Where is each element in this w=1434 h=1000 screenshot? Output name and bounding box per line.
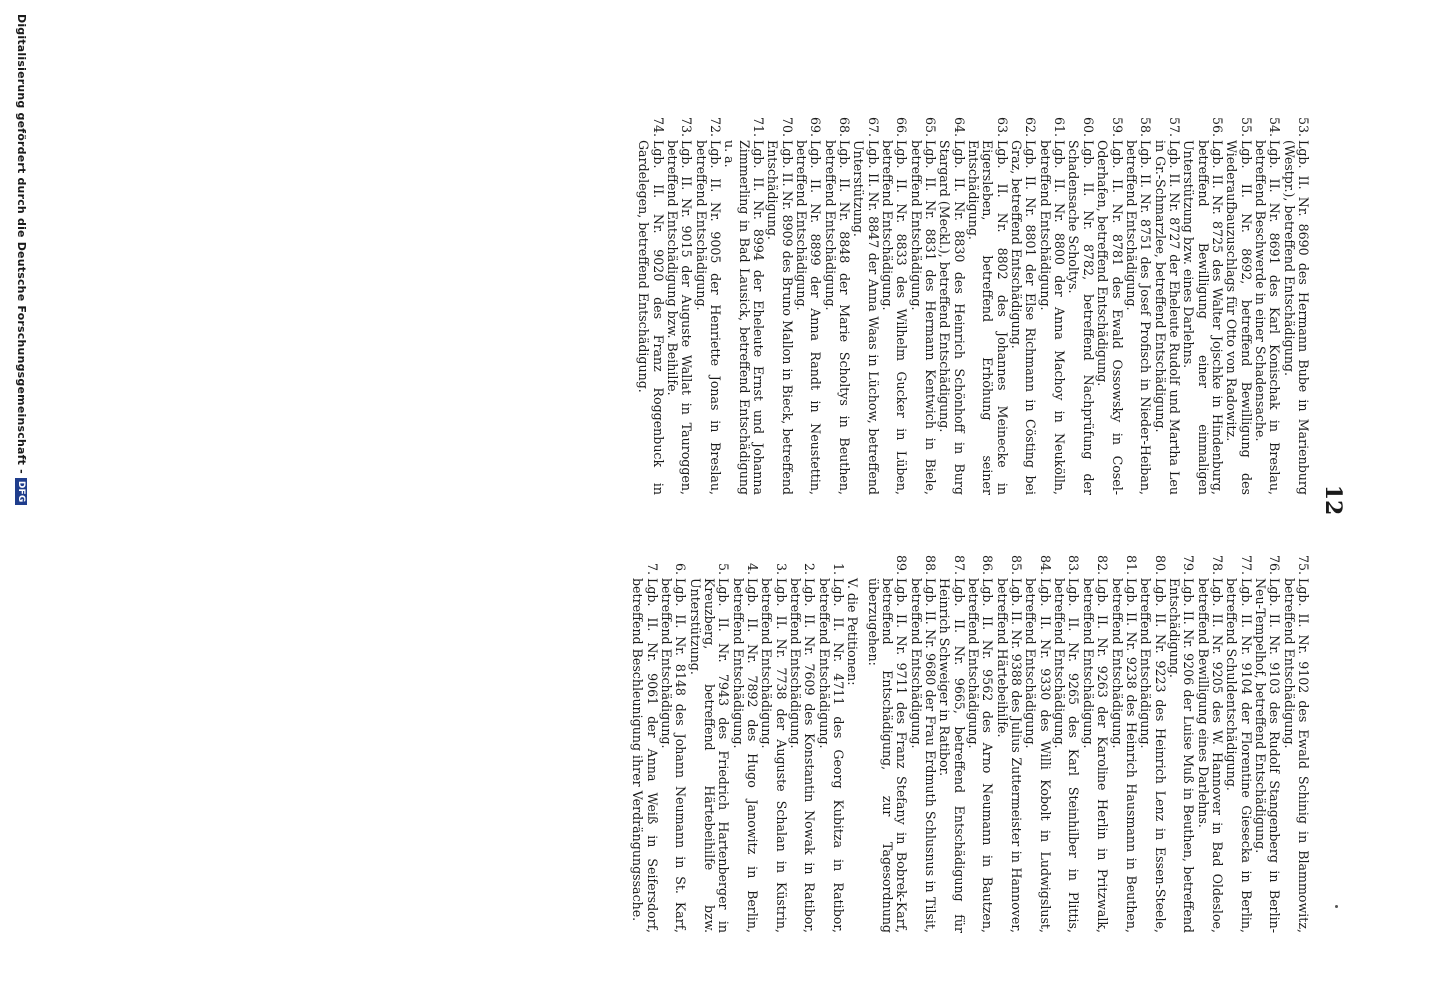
document-entry	[1253, 548, 1282, 933]
entry-number: 61.	[1052, 116, 1068, 137]
document-entry	[994, 548, 1023, 933]
entry-number: 66.	[894, 116, 910, 137]
document-entry	[908, 110, 937, 495]
entry-text: Lgb. II. Nr. 8800 der Anna Machoy in Neukölln, betreffend Entschädigung.	[1037, 140, 1068, 495]
document-entry	[851, 110, 880, 495]
entry-text: Lgb. II. Nr. 7892 des Hugo Janowitz in Berlin, betreffend Entschädigung.	[730, 578, 760, 933]
petition-entries	[630, 548, 845, 933]
entry-text: Lgb. II. Nr. 9330 des Willi Kobolt in Ludwigslust, betreffend Entschädigung.	[1023, 578, 1053, 933]
document-entry	[1052, 548, 1081, 933]
entry-text: Lgb. II. Nr. 9104 der Florentine Giesecka in Berlin, betreffend Schuldentschädigung.	[1224, 578, 1254, 933]
document-entry	[1281, 110, 1310, 495]
right-entries	[865, 548, 1310, 933]
entry-number: 57.	[1166, 116, 1182, 137]
entry-text: Lgb. II. Nr. 9061 der Anna Weiß in Seifersdorf, betreffend Beschleunigung ihrer Verdrängungssache.	[630, 578, 660, 933]
document-entry	[1281, 548, 1310, 933]
entry-number: 65.	[923, 116, 939, 137]
entry-number: 70.	[779, 116, 795, 137]
document-entry	[693, 110, 722, 495]
entry-text: Lgb. II. Nr. 9238 des Heinrich Hausmann in Beuthen, betreffend Entschädigung.	[1109, 578, 1139, 933]
entry-number: 76.	[1267, 554, 1283, 575]
entry-text: Lgb. II. Nr. 8692, betreffend Bewilligung des Wiederaufbauzuschlags für Otto von Radowitz.	[1224, 140, 1254, 495]
document-entry	[665, 110, 694, 495]
document-entry	[937, 548, 966, 933]
entry-text: Lgb. II. Nr. 8727 der Eheleute Rudolf und Martha Leu in Gr.-Schmarzlee, betreffend Entschädigung.	[1152, 140, 1182, 495]
document-entry	[636, 110, 665, 495]
entry-text: Lgb. II. Nr. 8751 des Josef Profisch in Nieder-Heiban, betreffend Entschädigung.	[1123, 140, 1154, 495]
entry-number: 88.	[923, 554, 939, 575]
entry-text: Lgb. II. Nr. 7609 des Konstantin Nowak in Ratibor, betreffend Entschädigung.	[787, 578, 818, 933]
document-entry	[1124, 110, 1153, 495]
entry-number: 7.	[644, 562, 660, 575]
entry-text: Lgb. II. Nr. 9711 des Franz Stefany in Bobrek-Karf, betreffend Entschädigung, zur Tagesordnung überzugehen:	[865, 578, 910, 933]
entry-text: Lgb. II. Nr. 8802 des Johannes Meinecke in Eigersleben, betreffend Erhöhung seiner Entschädigung.	[966, 140, 1010, 495]
document-entry	[1037, 110, 1066, 495]
section-label: V. die Petitionen:	[845, 578, 861, 686]
entry-number: 63.	[994, 116, 1010, 137]
entry-number: 68.	[837, 116, 852, 137]
entry-text: Lgb. II. Nr. 8831 des Hermann Kentwich in Biele, betreffend Entschädigung.	[908, 140, 939, 495]
document-entry	[1152, 110, 1181, 495]
entry-number: 75.	[1296, 554, 1311, 575]
entry-number: 73.	[679, 116, 695, 137]
entry-text: Lgb. II. Nr. 9206 der Luise Muß in Beuthen, betreffend Entschädigung.	[1166, 578, 1197, 933]
entry-text: Lgb. II. Nr. 9223 des Heinrich Lenz in Essen-Steele, betreffend Entschädigung.	[1138, 578, 1168, 933]
document-entry	[880, 110, 909, 495]
page-number: 12	[1320, 484, 1346, 516]
dfg-logo: DFG	[15, 478, 27, 506]
scan-speck	[1335, 905, 1338, 908]
entry-text: Lgb. II. Nr. 8847 der Anna Waas in Lüchow, betreffend Unterstützung.	[851, 140, 881, 495]
entry-text: Lgb. II. Nr. 8909 des Bruno Mallon in Bieck, betreffend Entschädigung.	[765, 140, 795, 495]
document-entry	[630, 548, 659, 933]
entry-text: Lgb. II. Nr. 9102 des Ewald Schinig in Blammowitz, betreffend Entschädigung.	[1281, 578, 1311, 933]
entry-text: Lgb. II. Nr. 8148 des Johann Neumann in St. Karf, betreffend Entschädigung.	[658, 578, 689, 933]
entry-number: 80.	[1152, 554, 1168, 575]
entry-number: 58.	[1138, 116, 1154, 137]
document-entry	[794, 110, 823, 495]
section-heading	[845, 548, 859, 933]
entry-number: 86.	[980, 554, 996, 575]
document-entry	[1109, 548, 1138, 933]
entry-text: Lgb. II. Nr. 9015 der Auguste Wallat in Tauroggen, betreffend Entschädigung bzw. Beihilfe.	[664, 140, 695, 495]
entry-number: 6.	[673, 562, 689, 575]
left-column	[636, 110, 1310, 495]
document-entry	[730, 548, 759, 933]
entry-number: 64.	[951, 116, 967, 137]
entry-number: 82.	[1095, 554, 1111, 575]
entry-number: 5.	[716, 562, 732, 575]
entry-text: Lgb. II. Nr. 8801 der Else Richmann in Cösting bei Graz, betreffend Entschädigung.	[1009, 140, 1039, 495]
entry-number: 55.	[1238, 116, 1254, 137]
document-entry	[687, 548, 730, 933]
document-entry	[1095, 110, 1124, 495]
document-entry	[865, 548, 908, 933]
document-entry	[659, 548, 688, 933]
footer-note	[15, 14, 28, 505]
document-entry	[1023, 548, 1052, 933]
entry-number: 2.	[802, 562, 818, 575]
document-entry	[1081, 548, 1110, 933]
entry-number: 67.	[865, 116, 881, 137]
entry-text: Lgb. II. Nr. 9205 des W. Hannover in Bad Oldesloe, betreffend Bewilligung eines Darlehns.	[1195, 578, 1225, 933]
entry-number: 4.	[744, 562, 760, 575]
entry-text: Lgb. II. Nr. 9020 des Franz Roggenbuck in Gardelegen, betreffend Entschädigung.	[636, 140, 666, 495]
document-entry	[1181, 110, 1224, 495]
entry-number: 3.	[773, 562, 789, 575]
entry-text: Lgb. II. Nr. 9665, betreffend Entschädigung für Heinrich Schweiger in Ratibor.	[937, 578, 967, 933]
entry-text: Lgb. II. Nr. 8781 des Ewald Ossowsky in Cosel-Oderhafen, betreffend Entschädigung.	[1095, 140, 1125, 495]
entry-text: Lgb. II. Nr. 8725 des Walter Jojschke in Hindenburg, betreffend Bewilligung einer einmaligen Unterstützung bzw. eines Darlehns.	[1181, 140, 1225, 495]
document-entry	[966, 548, 995, 933]
entry-text: Lgb. II. Nr. 9388 des Julius Zuttermeister in Hannover, betreffend Härtebeihilfe.	[994, 578, 1025, 933]
entry-text: Lgb. II. Nr. 9265 des Karl Steinhilber in Plittis, betreffend Entschädigung.	[1052, 578, 1082, 933]
entry-number: 83.	[1066, 554, 1082, 575]
entry-text: Lgb. II. Nr. 7943 des Friedrich Hartenberger in Kreuzberg, betreffend Härtebeihilfe bzw. Unterstützung.	[687, 578, 732, 933]
document-entry	[1009, 110, 1038, 495]
document-entry	[1066, 110, 1095, 495]
document-entry	[966, 110, 1009, 495]
entry-number: 87.	[951, 554, 967, 575]
entry-text: Lgb. II. Nr. 9562 des Arno Neumann in Bautzen, betreffend Entschädigung.	[966, 578, 996, 933]
document-entry	[1224, 548, 1253, 933]
document-entry	[937, 110, 966, 495]
entry-number: 89.	[894, 554, 910, 575]
entry-number: 74.	[650, 116, 666, 137]
document-entry	[765, 110, 794, 495]
footer-text: Digitalisierung gefördert durch die Deutsche Forschungsgemeinschaft -	[15, 14, 28, 474]
entry-number: 71.	[750, 116, 766, 137]
entry-number: 1.	[831, 562, 846, 575]
document-entry	[1224, 110, 1253, 495]
document-entry	[1138, 548, 1167, 933]
entry-text: Lgb. II. Nr. 8899 der Anna Randt in Neustettin, betreffend Entschädigung.	[793, 140, 824, 495]
document-entry	[822, 110, 851, 495]
entry-number: 69.	[808, 116, 824, 137]
entry-number: 53.	[1296, 116, 1311, 137]
entry-text: Lgb. II. Nr. 9005 der Henriette Jonas in Breslau, betreffend Entschädigung.	[693, 140, 723, 495]
entry-number: 72.	[707, 116, 723, 137]
entry-number: 81.	[1123, 554, 1139, 575]
document-entry	[908, 548, 937, 933]
entry-number: 85.	[1009, 554, 1025, 575]
entry-number: 77.	[1238, 554, 1254, 575]
document-entry	[816, 548, 845, 933]
entry-text: Lgb. II. Nr. 9263 der Karoline Herlin in Pritzwalk, betreffend Entschädigung.	[1080, 578, 1111, 933]
entry-number: 60.	[1080, 116, 1096, 137]
entry-number: 54.	[1267, 116, 1283, 137]
entry-text: Lgb. II. Nr. 8830 des Heinrich Schönhoff in Burg Stargard (Meckl.), betreffend Entschädigung.	[937, 140, 967, 495]
entry-number: 84.	[1037, 554, 1053, 575]
entry-number: 62.	[1023, 116, 1039, 137]
entry-number: 59.	[1109, 116, 1125, 137]
entry-text: Lgb. II. Nr. 9680 der Frau Erdmuth Schlusnus in Tilsit, betreffend Entschädigung.	[908, 578, 939, 933]
right-column	[630, 548, 1310, 933]
entry-text: Lgb. II. Nr. 8833 des Wilhelm Gucker in Lüben, betreffend Entschädigung.	[880, 140, 910, 495]
entry-text: Lgb. II. Nr. 8691 des Karl Konischak in Breslau, betreffend Beschwerde in einer Schadensache.	[1252, 140, 1283, 495]
document-entry	[722, 110, 765, 495]
entry-text: Lgb. II. Nr. 8848 der Marie Scholtys in Beuthen, betreffend Entschädigung.	[822, 140, 852, 495]
entry-text: Lgb. II. Nr. 9103 des Rudolf Stangenberg in Berlin-Neu-Tempelhof, betreffend Entschädigung.	[1252, 578, 1283, 933]
entry-text: Lgb. II. Nr. 8994 der Eheleute Ernst und Johanna Zimmerling in Bad Lausick, betreffend Entschädigung u. a.	[722, 140, 766, 495]
entry-text: Lgb. II. Nr. 8782, betreffend Nachprüfung der Schadensache Scholtys.	[1066, 140, 1096, 495]
entry-text: Lgb. II. Nr. 8690 des Hermann Bube in Marienburg (Westpr.), betreffend Entschädigung.	[1281, 140, 1311, 495]
entry-number: 79.	[1181, 554, 1197, 575]
document-entry	[788, 548, 817, 933]
entry-text: Lgb. II. Nr. 7738 der Auguste Schalan in Küstrin, betreffend Entschädigung.	[759, 578, 789, 933]
entry-number: 56.	[1209, 116, 1225, 137]
document-entry	[759, 548, 788, 933]
document-entry	[1195, 548, 1224, 933]
document-entry	[1253, 110, 1282, 495]
entry-number: 78.	[1209, 554, 1225, 575]
entry-text: Lgb. II. Nr. 4711 des Georg Kubitza in Ratibor, betreffend Entschädigung.	[816, 578, 846, 933]
document-entry	[1167, 548, 1196, 933]
